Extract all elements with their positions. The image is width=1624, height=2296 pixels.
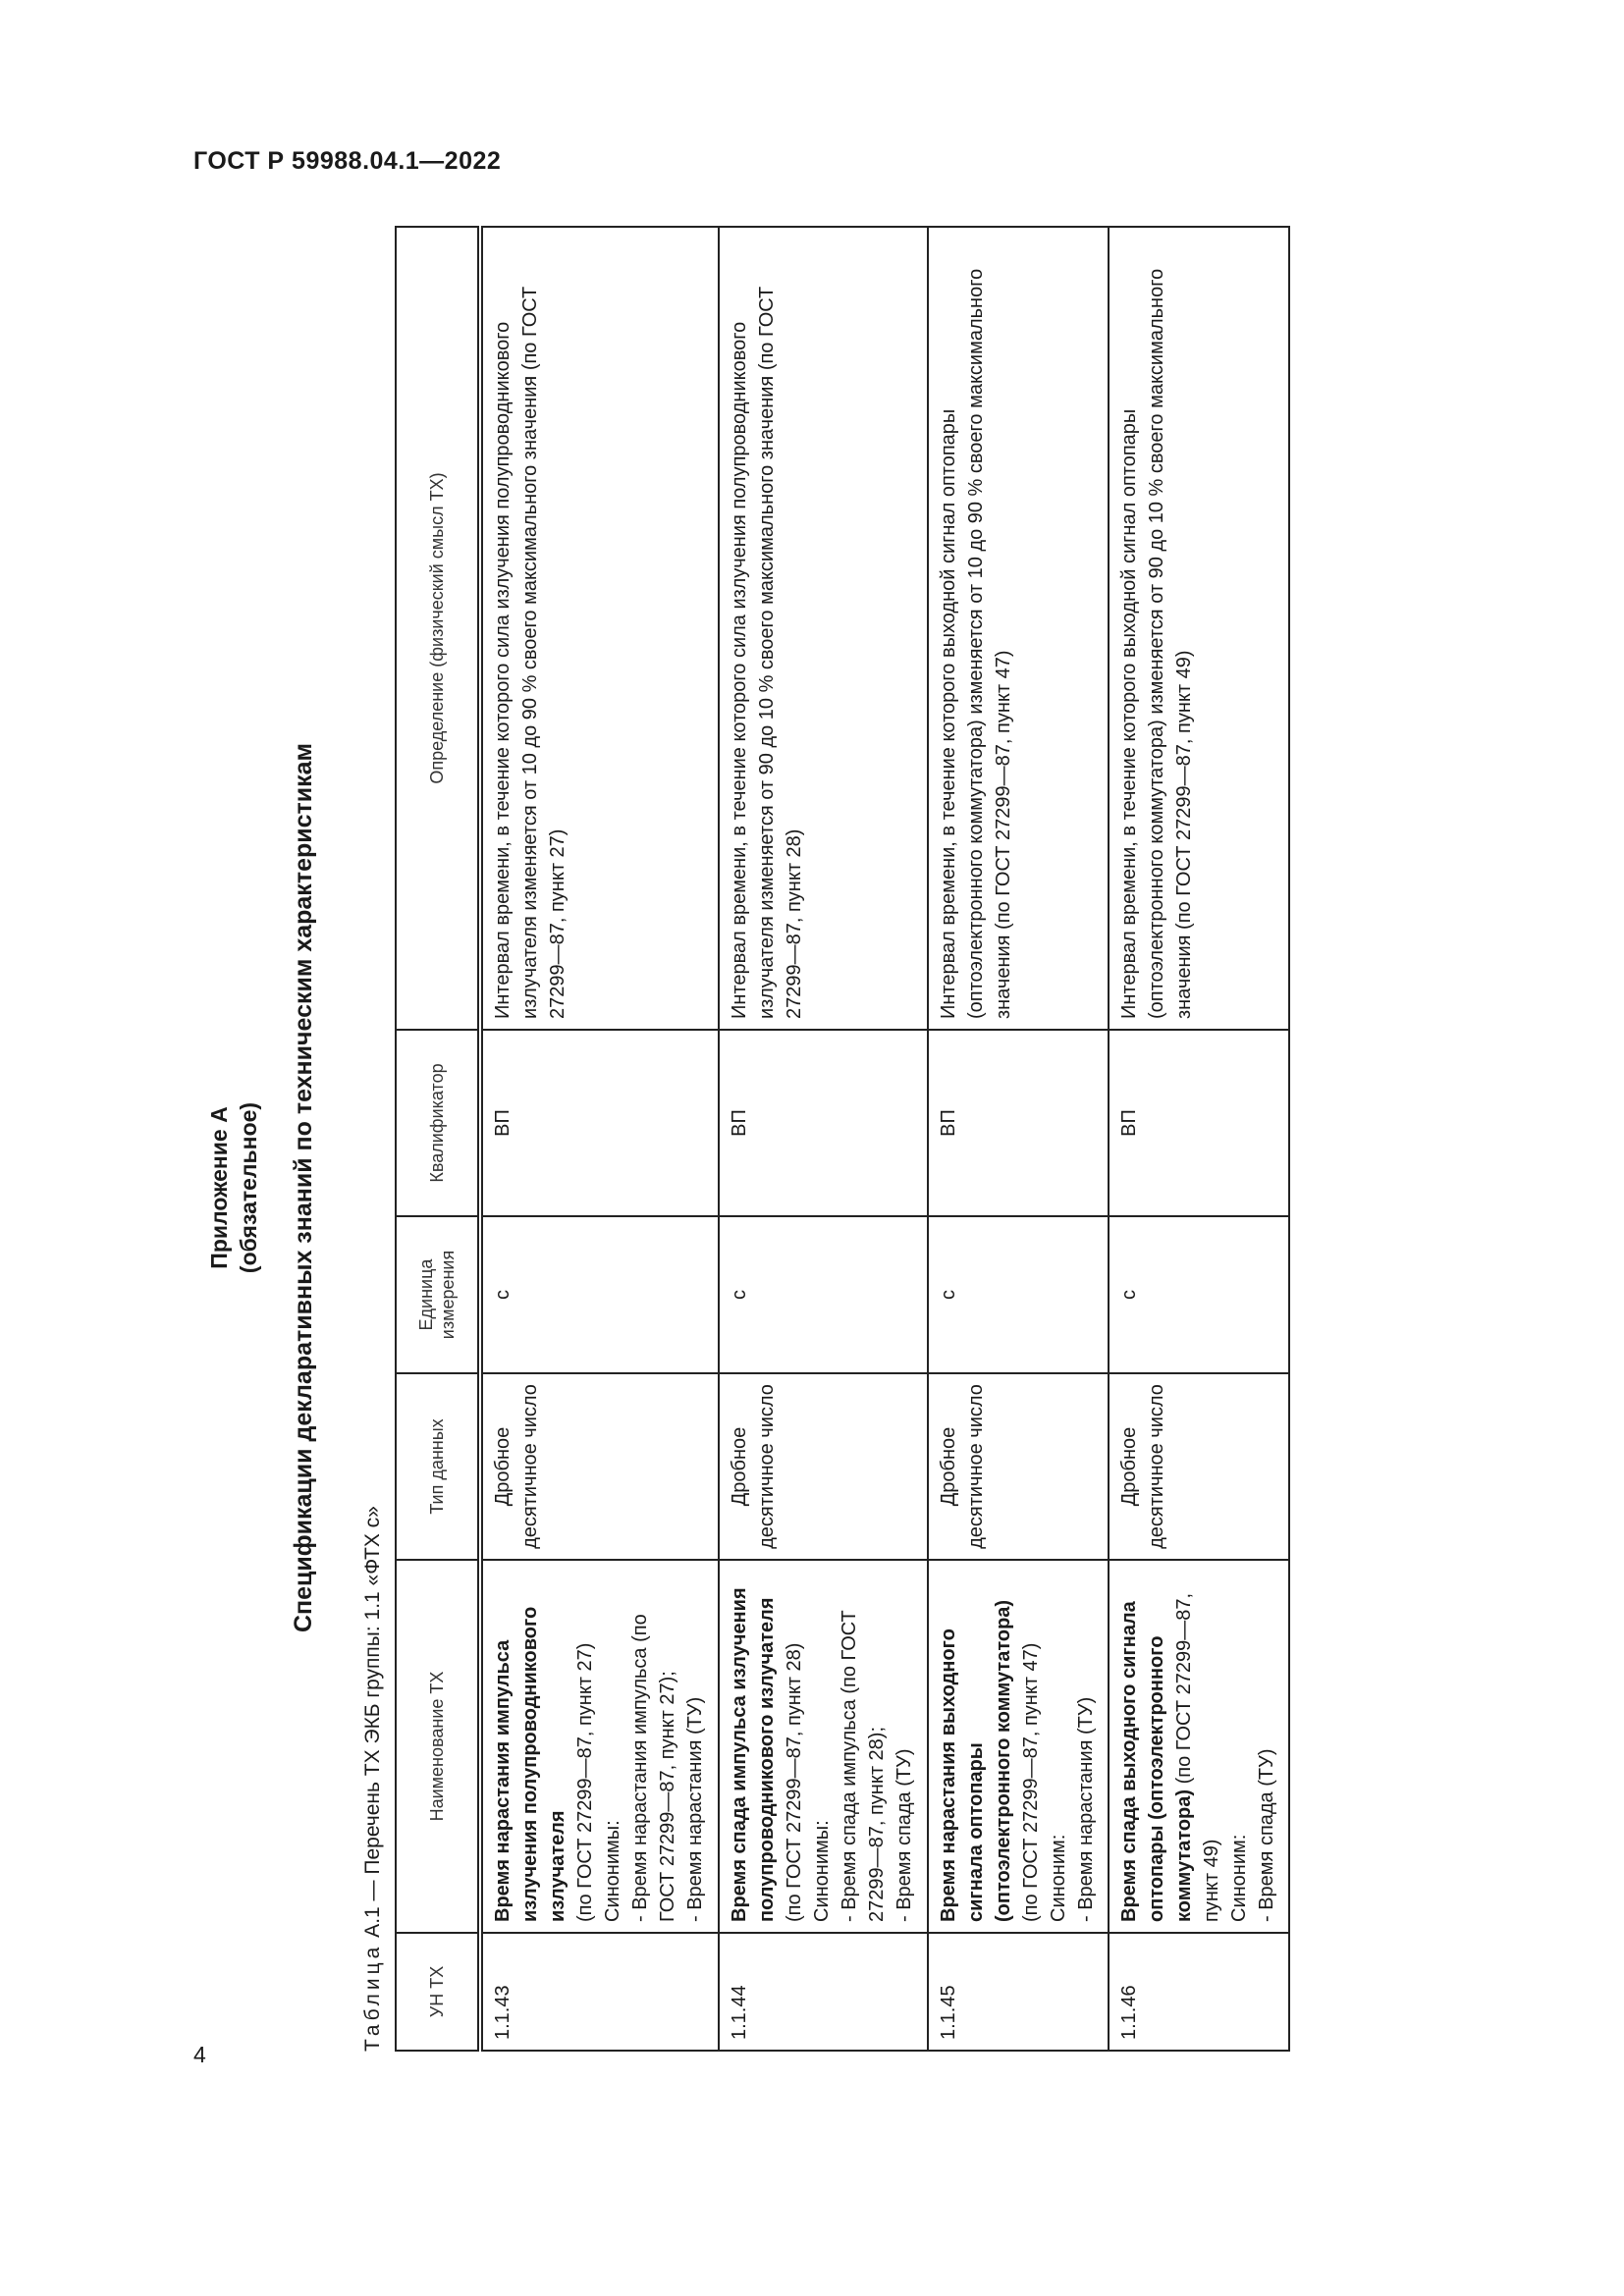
- cell-synonym: - Время нарастания импульса (по ГОСТ 27299—87, пункт 27);: [629, 1614, 678, 1922]
- cell-definition: Интервал времени, в течение которого сила излучения полупроводникового излучателя изменяется от 90 до 10 % своего максимального значения (по ГОСТ 27299—87, пункт 28): [719, 227, 928, 1030]
- spec-title: Спецификации декларативных знаний по техническим характеристикам: [290, 742, 317, 1633]
- cell-un: 1.1.46: [1109, 1933, 1289, 2051]
- cell-synonyms-label: Синонимы:: [810, 1820, 833, 1922]
- header-qualifier: Квалификатор: [396, 1030, 480, 1216]
- cell-name-source: (по ГОСТ 27299—87, пункт 49): [1172, 1592, 1222, 1922]
- cell-un: 1.1.43: [480, 1933, 719, 2051]
- cell-name: [480, 1560, 719, 1933]
- rotated-content: [187, 231, 1316, 2145]
- header-unit: Единица измерения: [396, 1216, 480, 1373]
- table-row: [1109, 227, 1289, 2051]
- cell-unit: с: [1109, 1216, 1289, 1373]
- cell-un: 1.1.45: [928, 1933, 1109, 2051]
- cell-qualifier: ВП: [1109, 1030, 1289, 1216]
- table-caption: [361, 1506, 385, 2052]
- cell-name-bold: Время нарастания выходного сигнала оптопары (оптоэлектронного коммутатора): [937, 1599, 1014, 1922]
- cell-synonym: - Время нарастания (ТУ): [684, 1696, 706, 1922]
- cell-type: Дробное десятичное число: [928, 1373, 1109, 1560]
- cell-synonyms-label: Синонимы:: [602, 1820, 623, 1922]
- header-un: УН ТХ: [396, 1933, 480, 2051]
- appendix-heading: [204, 231, 263, 2145]
- table-row: [928, 227, 1109, 2051]
- cell-definition: Интервал времени, в течение которого выходной сигнал оптопары (оптоэлектронного коммутатора) изменяется от 90 до 10 % своего максимального значения (по ГОСТ 27299—87, пункт 49): [1109, 227, 1289, 1030]
- cell-definition: Интервал времени, в течение которого сила излучения полупроводникового излучателя изменяется от 10 до 90 % своего максимального значения (по ГОСТ 27299—87, пункт 27): [480, 227, 719, 1030]
- cell-synonym: - Время спада (ТУ): [893, 1748, 915, 1922]
- cell-type: Дробное десятичное число: [480, 1373, 719, 1560]
- cell-name-source: (по ГОСТ 27299—87, пункт 28): [783, 1642, 805, 1922]
- cell-definition: Интервал времени, в течение которого выходной сигнал оптопары (оптоэлектронного коммутатора) изменяется от 10 до 90 % своего максимального значения (по ГОСТ 27299—87, пункт 47): [928, 227, 1109, 1030]
- appendix-status: (обязательное): [236, 1101, 261, 1274]
- table-header-row: [396, 227, 480, 2051]
- cell-name-bold: Время спада импульса излучения полупроводникового излучателя: [728, 1587, 778, 1922]
- cell-name-source: (по ГОСТ 27299—87, пункт 27): [574, 1642, 596, 1922]
- cell-name: [1109, 1560, 1289, 1933]
- header-definition: Определение (физический смысл ТХ): [396, 227, 480, 1030]
- table-caption-label: Таблица: [361, 1943, 384, 2052]
- table-caption-text: А.1 — Перечень ТХ ЭКБ группы: 1.1 «ФТХ с»: [361, 1506, 384, 1938]
- cell-name-bold: Время нарастания импульса излучения полупроводникового излучателя: [492, 1606, 568, 1922]
- cell-name-bold: Время спада выходного сигнала оптопары (оптоэлектронного коммутатора): [1117, 1601, 1195, 1922]
- cell-type: Дробное десятичное число: [1109, 1373, 1289, 1560]
- cell-unit: с: [719, 1216, 928, 1373]
- cell-qualifier: ВП: [480, 1030, 719, 1216]
- page-number: 4: [193, 2042, 206, 2067]
- appendix-title: Приложение А: [206, 1106, 232, 1269]
- table-row: [480, 227, 719, 2051]
- cell-qualifier: ВП: [719, 1030, 928, 1216]
- header-name: Наименование ТХ: [396, 1560, 480, 1933]
- table-row: [719, 227, 928, 2051]
- characteristics-table: [395, 226, 1290, 2052]
- cell-synonyms-label: Синоним:: [1227, 1834, 1250, 1922]
- cell-name: [928, 1560, 1109, 1933]
- cell-synonym: - Время спада (ТУ): [1255, 1748, 1277, 1922]
- cell-unit: с: [480, 1216, 719, 1373]
- cell-un: 1.1.44: [719, 1933, 928, 2051]
- cell-synonym: - Время спада импульса (по ГОСТ 27299—87, пункт 28);: [838, 1610, 888, 1922]
- document-code: ГОСТ Р 59988.04.1—2022: [193, 147, 502, 175]
- cell-name: [719, 1560, 928, 1933]
- cell-synonym: - Время нарастания (ТУ): [1074, 1696, 1097, 1922]
- header-type: Тип данных: [396, 1373, 480, 1560]
- cell-synonyms-label: Синоним:: [1047, 1834, 1069, 1922]
- cell-type: Дробное десятичное число: [719, 1373, 928, 1560]
- cell-name-source: (по ГОСТ 27299—87, пункт 47): [1019, 1642, 1042, 1922]
- cell-unit: с: [928, 1216, 1109, 1373]
- cell-qualifier: ВП: [928, 1030, 1109, 1216]
